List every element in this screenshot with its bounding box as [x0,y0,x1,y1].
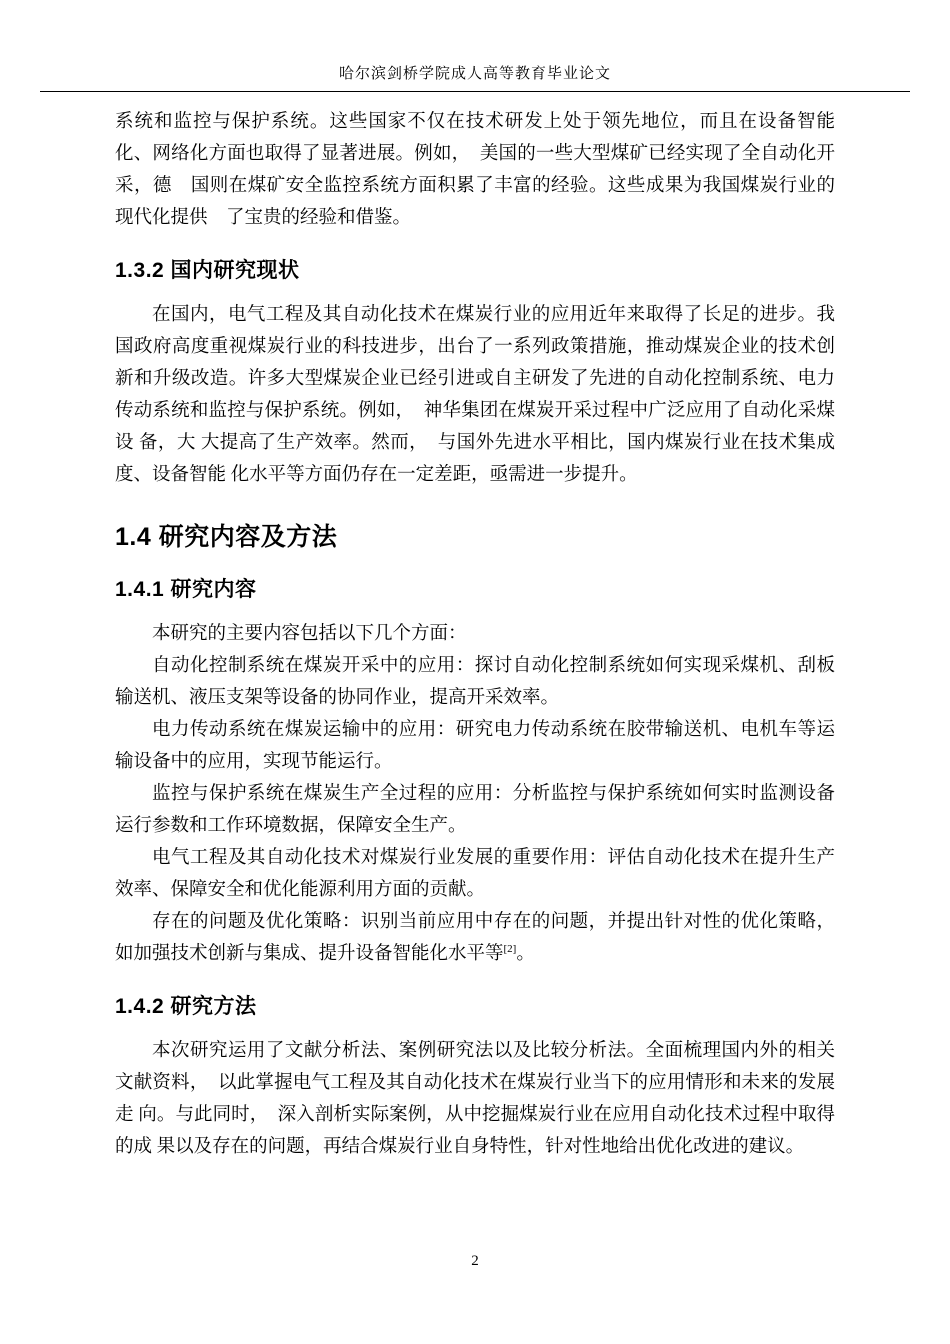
paragraph: 在国内，电气工程及其自动化技术在煤炭行业的应用近年来取得了长足的进步。我国政府高度重视煤炭行业的科技进步，出台了一系列政策措施，推动煤炭企业的技术创新和升级改造。许多大型煤炭企业已经引进或自主研发了先进的自动化控制系统、电力传动系统和监控与保护系统。例如， 神华集团在煤炭开采过程中广泛应用了自动化采煤设 备，大 大提高了生产效率。然而， 与国外先进水平相比，国内煤炭行业在技术集成度、设备智能 化水平等方面仍存在一定差距，亟需进一步提升。 [115,305,835,485]
paragraph: 电气工程及其自动化技术对煤炭行业发展的重要作用：评估自动化技术在提升生产效率、保障安全和优化能源利用方面的贡献。 [115,848,835,900]
header-title: 哈尔滨剑桥学院成人高等教育毕业论文 [338,66,611,82]
paragraph: 监控与保护系统在煤炭生产全过程的应用：分析监控与保护系统如何实时监测设备运行参数和工作环境数据，保障安全生产。 [115,784,835,836]
paragraph: 电力传动系统在煤炭运输中的应用：研究电力传动系统在胶带输送机、电机车等运输设备中的应用，实现节能运行。 [115,720,835,772]
paragraph: 本研究的主要内容包括以下几个方面： [152,624,467,644]
paragraph: 存在的问题及优化策略：识别当前应用中存在的问题，并提出针对性的优化策略，如加强技术创新与集成、提升设备智能化水平等[2]。 [115,912,835,964]
paragraph: 自动化控制系统在煤炭开采中的应用：探讨自动化控制系统如何实现采煤机、刮板输送机、液压支架等设备的协同作业，提高开采效率。 [115,656,835,708]
document-body [115,106,835,1163]
subsection-heading: 1.4.2 研究方法 [115,995,257,1018]
section-heading: 1.4 研究内容及方法 [115,523,338,551]
subsection-heading: 1.4.1 研究内容 [115,578,257,601]
page-number: 2 [471,1253,479,1269]
citation-ref: [2] [503,942,517,955]
paragraph: 系统和监控与保护系统。这些国家不仅在技术研发上处于领先地位，而且在设备智能化、网络化方面也取得了显著进展。例如， 美国的一些大型煤矿已经实现了全自动化开采，德 国则在煤矿安全监控系统方面积累了丰富的经验。这些成果为我国煤炭行业的现代化提供 了宝贵的经验和借鉴。 [115,112,835,228]
paragraph: 本次研究运用了文献分析法、案例研究法以及比较分析法。全面梳理国内外的相关文献资料， 以此掌握电气工程及其自动化技术在煤炭行业当下的应用情形和未来的发展走 向。与此同时， 深入剖析实际案例，从中挖掘煤炭行业在应用自动化技术过程中取得的成 果以及存在的问题，再结合煤炭行业自身特性，针对性地给出优化改进的建议。 [115,1041,835,1157]
page-header [40,62,910,83]
header-divider [40,91,910,92]
subsection-heading: 1.3.2 国内研究现状 [115,259,300,282]
